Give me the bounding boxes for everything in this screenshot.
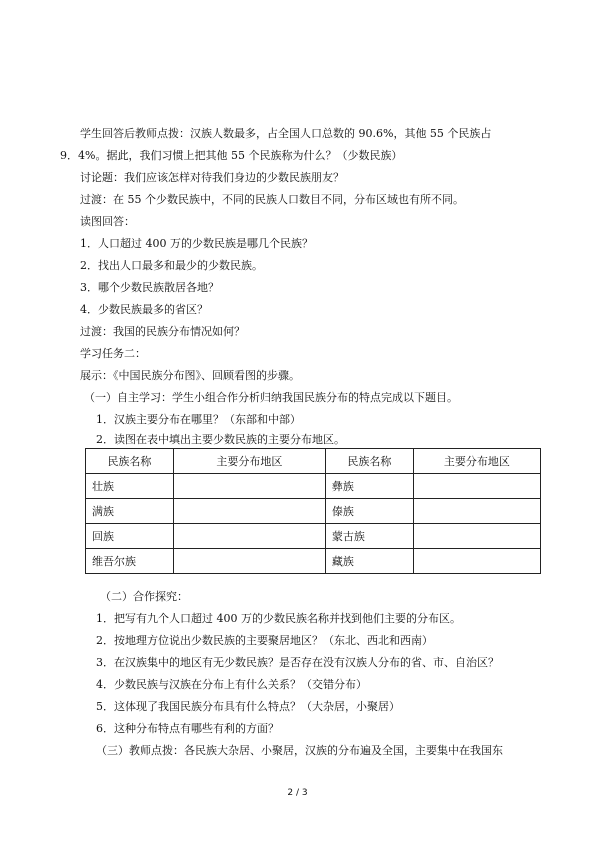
paragraph-line: 过渡：我国的民族分布情况如何？ bbox=[80, 325, 245, 338]
table-cell bbox=[173, 474, 325, 499]
section-heading: （二）合作探究： bbox=[100, 590, 188, 603]
table-cell: 蒙古族 bbox=[325, 524, 413, 549]
paragraph-line: 过渡：在 55 个少数民族中，不同的民族人口数目不同，分布区域也有所不同。 bbox=[80, 193, 464, 206]
table-cell bbox=[173, 499, 325, 524]
paragraph-line: 学生回答后教师点拨：汉族人数最多，占全国人口总数的 90.6%，其他 55 个民族占 bbox=[80, 127, 492, 140]
table-cell bbox=[173, 524, 325, 549]
ethnic-distribution-table bbox=[85, 448, 541, 574]
question-item: 4．少数民族最多的省区？ bbox=[80, 303, 208, 316]
section-heading: 学习任务二： bbox=[80, 347, 146, 360]
table-cell: 回族 bbox=[86, 524, 174, 549]
paragraph-line: （三）教师点拨：各民族大杂居、小聚居，汉族的分布遍及全国，主要集中在我国东 bbox=[96, 744, 503, 757]
table-header-cell: 主要分布地区 bbox=[413, 449, 540, 474]
paragraph-line: 讨论题：我们应该怎样对待我们身边的少数民族朋友？ bbox=[80, 171, 344, 184]
table-row bbox=[86, 474, 541, 499]
table-header-cell: 民族名称 bbox=[325, 449, 413, 474]
table-cell bbox=[413, 499, 540, 524]
question-item: 1．汉族主要分布在哪里？（东部和中部） bbox=[96, 413, 301, 426]
question-item: 5．这体现了我国民族分布具有什么特点？（大杂居，小聚居） bbox=[96, 700, 400, 713]
table-cell: 壮族 bbox=[86, 474, 174, 499]
table-header-cell: 民族名称 bbox=[86, 449, 174, 474]
table-row bbox=[86, 549, 541, 574]
table-cell bbox=[173, 549, 325, 574]
question-item: 6．这种分布特点有哪些有利的方面？ bbox=[96, 722, 279, 735]
table-cell: 满族 bbox=[86, 499, 174, 524]
question-item: 1．把写有九个人口超过 400 万的少数民族名称并找到他们主要的分布区。 bbox=[96, 612, 461, 625]
question-item: 3．哪个少数民族散居各地？ bbox=[80, 281, 219, 294]
table-cell: 傣族 bbox=[325, 499, 413, 524]
table-header-row bbox=[86, 449, 541, 474]
table-cell: 维吾尔族 bbox=[86, 549, 174, 574]
paragraph-line: （一）自主学习：学生小组合作分析归纳我国民族分布的特点完成以下题目。 bbox=[84, 391, 458, 404]
question-item: 2．按地理方位说出少数民族的主要聚居地区？（东北、西北和西南） bbox=[96, 634, 433, 647]
paragraph-line: 9．4%。据此，我们习惯上把其他 55 个民族称为什么？（少数民族） bbox=[60, 149, 403, 162]
table-cell bbox=[413, 549, 540, 574]
question-item: 1．人口超过 400 万的少数民族是哪几个民族？ bbox=[80, 237, 313, 250]
table-header-cell: 主要分布地区 bbox=[173, 449, 325, 474]
question-item: 3．在汉族集中的地区有无少数民族？是否存在没有汉族人分布的省、市、自治区？ bbox=[96, 656, 499, 669]
question-item: 2．找出人口最多和最少的少数民族。 bbox=[80, 259, 263, 272]
table-row bbox=[86, 499, 541, 524]
question-item: 2．读图在表中填出主要少数民族的主要分布地区。 bbox=[96, 433, 345, 446]
table-cell bbox=[413, 524, 540, 549]
paragraph-line: 读图回答： bbox=[80, 215, 135, 228]
question-item: 4．少数民族与汉族在分布上有什么关系？（交错分布） bbox=[96, 678, 367, 691]
table-cell: 彝族 bbox=[325, 474, 413, 499]
table-cell bbox=[413, 474, 540, 499]
table-row bbox=[86, 524, 541, 549]
table-cell: 藏族 bbox=[325, 549, 413, 574]
page-number: 2 / 3 bbox=[287, 788, 308, 798]
paragraph-line: 展示：《中国民族分布图》、回顾看图的步骤。 bbox=[80, 369, 300, 382]
